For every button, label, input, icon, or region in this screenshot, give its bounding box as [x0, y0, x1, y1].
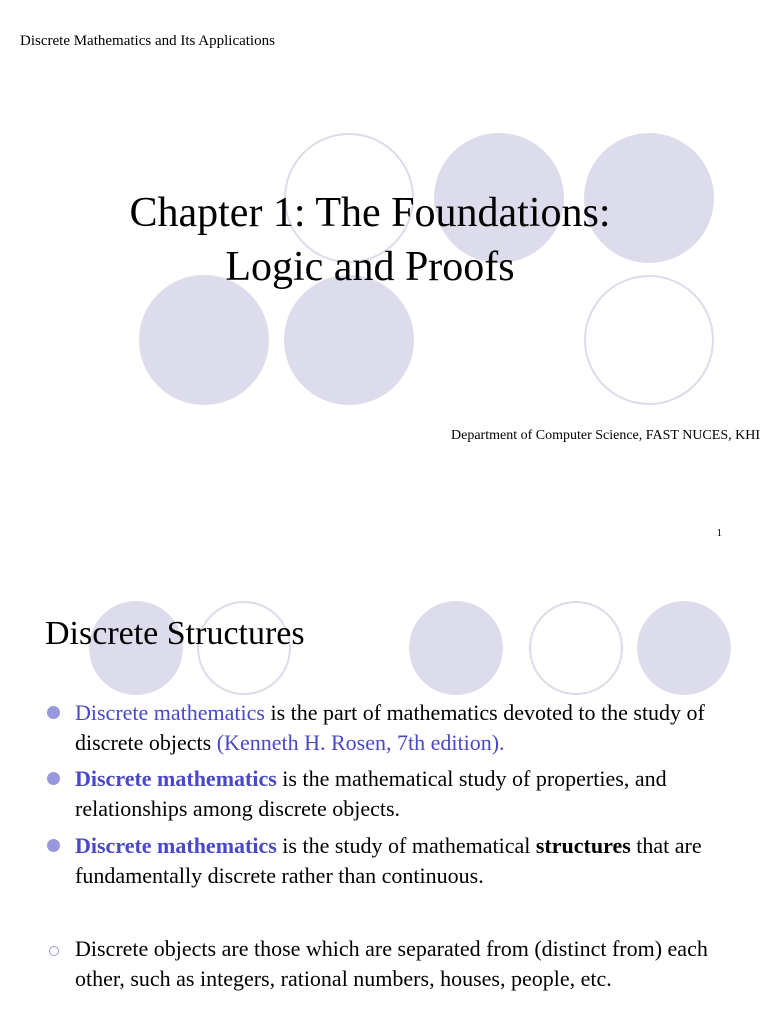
- title-line-2: Logic and Proofs: [225, 244, 515, 290]
- decor-circle: [637, 601, 731, 695]
- bullet-item: [75, 831, 735, 891]
- decor-circle: [284, 275, 414, 405]
- bullet-text: is the study of mathematical: [276, 833, 536, 858]
- sub-bullet-text: Discrete objects are those which are separated from (distinct from) each other, such as integers, rational numbers, houses, people, etc.: [75, 936, 708, 991]
- decor-circle: [409, 601, 503, 695]
- bullet-dot-icon: [47, 772, 60, 785]
- bullet-term: Discrete mathematics: [75, 700, 265, 725]
- slide-title: [90, 186, 650, 294]
- slide-title: Discrete Structures: [45, 615, 305, 652]
- bullet-ring-icon: [49, 946, 59, 956]
- decor-circle: [584, 275, 714, 405]
- title-line-1: Chapter 1: The Foundations:: [129, 190, 611, 236]
- bullet-dot-icon: [47, 839, 60, 852]
- page-number: 1: [716, 527, 722, 539]
- slide-subtitle: Department of Computer Science, FAST NUCES, KHI: [451, 428, 760, 443]
- decor-circle: [529, 601, 623, 695]
- bullet-text: that are fundamentally discrete rather than continuous.: [75, 833, 702, 888]
- bullet-item: [75, 698, 735, 758]
- decor-circle: [139, 275, 269, 405]
- sub-bullet-item: [75, 934, 735, 994]
- bullet-term: Discrete mathematics: [75, 766, 277, 791]
- bullet-text: is the part of mathematics devoted to the study of discrete objects: [75, 700, 705, 755]
- bullet-citation: (Kenneth H. Rosen, 7th edition).: [216, 730, 505, 755]
- document-header: Discrete Mathematics and Its Applications: [20, 33, 275, 49]
- bullet-item: [75, 764, 735, 824]
- bullet-dot-icon: [47, 706, 60, 719]
- bullet-text: is the mathematical study of properties, and relationships among discrete objects.: [75, 766, 667, 821]
- slide-2: [0, 568, 768, 1024]
- bullet-emphasis: structures: [535, 833, 631, 858]
- bullet-term: Discrete mathematics: [75, 833, 277, 858]
